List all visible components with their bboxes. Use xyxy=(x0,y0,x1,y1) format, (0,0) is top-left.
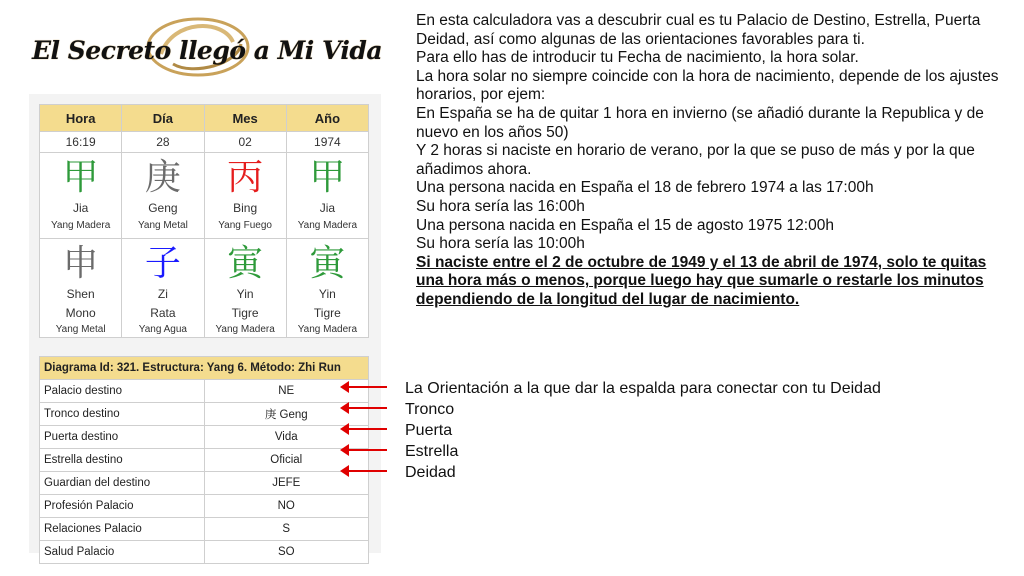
stem-name: Geng xyxy=(148,201,178,215)
row-value: NE xyxy=(204,380,369,403)
header-mes: Mes xyxy=(204,105,286,132)
row-label: Tronco destino xyxy=(40,403,205,426)
row-label: Puerta destino xyxy=(40,426,205,449)
explanation-text xyxy=(416,12,1006,310)
branch-element: Yang Metal xyxy=(55,324,106,335)
explanation-line: Para ello has de introducir tu Fecha de nacimiento, la hora solar. xyxy=(416,49,859,67)
annotation-puerta: Puerta xyxy=(405,422,453,439)
branch-element: Yang Agua xyxy=(138,324,187,335)
four-pillars-table xyxy=(39,104,369,338)
explanation-line: En esta calculadora vas a descubrir cual es tu Palacio de Destino, Estrella, Puerta Deidad, así como algunas de las orientaciones favorables para ti. xyxy=(416,12,981,48)
stem-name: Bing xyxy=(233,201,258,215)
explanation-line: Y 2 horas si naciste en horario de verano, por la que se puso de más y por la que añadimos ahora. xyxy=(416,142,975,178)
arrow-left-icon xyxy=(347,470,387,472)
explanation-line: Una persona nacida en España el 15 de agosto 1975 12:00h xyxy=(416,216,834,234)
branch-animal: Tigre xyxy=(231,306,259,320)
stem-element: Yang Madera xyxy=(50,220,111,231)
branch-glyph: 申 xyxy=(62,243,99,284)
row-value: SO xyxy=(204,541,369,564)
table-row xyxy=(40,426,369,449)
stem-name: Jia xyxy=(319,201,336,215)
branch-cell-dia xyxy=(122,239,204,338)
table-row xyxy=(40,380,369,403)
header-dia: Día xyxy=(122,105,204,132)
arrow-left-icon xyxy=(347,407,387,409)
explanation-line: La hora solar no siempre coincide con la hora de nacimiento, depende de los ajustes horarios, por ejem: xyxy=(416,67,999,104)
value-ano: 1974 xyxy=(286,132,368,153)
branch-element: Yang Madera xyxy=(215,324,275,335)
header-hora: Hora xyxy=(40,105,122,132)
branch-name: Shen xyxy=(66,287,95,301)
row-label: Profesión Palacio xyxy=(40,495,205,518)
branch-animal: Tigre xyxy=(313,306,341,320)
value-dia: 28 xyxy=(122,132,204,153)
table-row xyxy=(40,403,369,426)
annotation-orientation: La Orientación a la que dar la espalda para conectar con tu Deidad xyxy=(405,380,881,397)
row-value: S xyxy=(204,518,369,541)
branch-animal: Mono xyxy=(65,306,96,320)
stem-name: Jia xyxy=(72,201,89,215)
explanation-line: Su hora sería las 16:00h xyxy=(416,197,585,215)
arrow-left-icon xyxy=(347,428,387,430)
row-label: Palacio destino xyxy=(40,380,205,403)
stem-element: Yang Fuego xyxy=(218,220,272,231)
stem-cell-dia xyxy=(122,153,204,239)
stem-glyph: 丙 xyxy=(227,157,264,198)
value-mes: 02 xyxy=(204,132,286,153)
header-ano: Año xyxy=(286,105,368,132)
value-hora: 16:19 xyxy=(40,132,122,153)
stem-cell-ano xyxy=(286,153,368,239)
annotation-tronco: Tronco xyxy=(405,401,455,418)
row-label: Relaciones Palacio xyxy=(40,518,205,541)
branch-glyph: 寅 xyxy=(227,243,264,284)
row-value: JEFE xyxy=(204,472,369,495)
bazi-chart-panel xyxy=(29,94,381,558)
stem-cell-hora xyxy=(40,153,122,239)
stem-glyph: 庚 xyxy=(144,157,181,198)
branch-glyph: 子 xyxy=(144,243,181,284)
table-row xyxy=(40,495,369,518)
branch-cell-ano xyxy=(286,239,368,338)
table-row xyxy=(40,518,369,541)
logo-text: El Secreto llegó a Mi Vida xyxy=(32,36,383,65)
site-logo xyxy=(28,10,383,82)
row-label: Salud Palacio xyxy=(40,541,205,564)
stem-cell-mes xyxy=(204,153,286,239)
table-row xyxy=(40,449,369,472)
row-label: Guardian del destino xyxy=(40,472,205,495)
explanation-line: En España se ha de quitar 1 hora en invierno (se añadió durante la Republica y de nuevo en los años 50) xyxy=(416,104,984,141)
branch-element: Yang Madera xyxy=(297,324,358,335)
stem-element: Yang Madera xyxy=(297,220,358,231)
row-value: 庚 Geng xyxy=(204,403,369,426)
branch-cell-hora xyxy=(40,239,122,338)
table-row xyxy=(40,541,369,564)
row-value: Vida xyxy=(204,426,369,449)
stem-glyph: 甲 xyxy=(62,157,99,198)
stem-glyph: 甲 xyxy=(309,157,346,198)
annotation-estrella: Estrella xyxy=(405,443,459,460)
row-value: NO xyxy=(204,495,369,518)
branch-cell-mes xyxy=(204,239,286,338)
explanation-line: Una persona nacida en España el 18 de febrero 1974 a las 17:00h xyxy=(416,179,874,197)
stem-element: Yang Metal xyxy=(137,220,188,231)
diagram-title: Diagrama Id: 321. Estructura: Yang 6. Método: Zhi Run xyxy=(40,357,369,380)
explanation-highlight: Si naciste entre el 2 de octubre de 1949 y el 13 de abril de 1974, solo te quitas una hora más o menos, porque luego hay que sumarle o restarle los minutos dependiendo de la longitud del lugar de nacimiento. xyxy=(416,253,987,308)
table-row xyxy=(40,472,369,495)
branch-name: Yin xyxy=(236,287,254,301)
branch-animal: Rata xyxy=(150,306,176,320)
branch-glyph: 寅 xyxy=(309,243,346,284)
arrow-left-icon xyxy=(347,449,387,451)
explanation-line: Su hora sería las 10:00h xyxy=(416,235,585,253)
annotation-deidad: Deidad xyxy=(405,464,456,481)
arrow-left-icon xyxy=(347,386,387,388)
branch-name: Zi xyxy=(157,287,168,301)
row-label: Estrella destino xyxy=(40,449,205,472)
row-value: Oficial xyxy=(204,449,369,472)
destiny-diagram-table xyxy=(39,356,369,564)
branch-name: Yin xyxy=(318,287,336,301)
